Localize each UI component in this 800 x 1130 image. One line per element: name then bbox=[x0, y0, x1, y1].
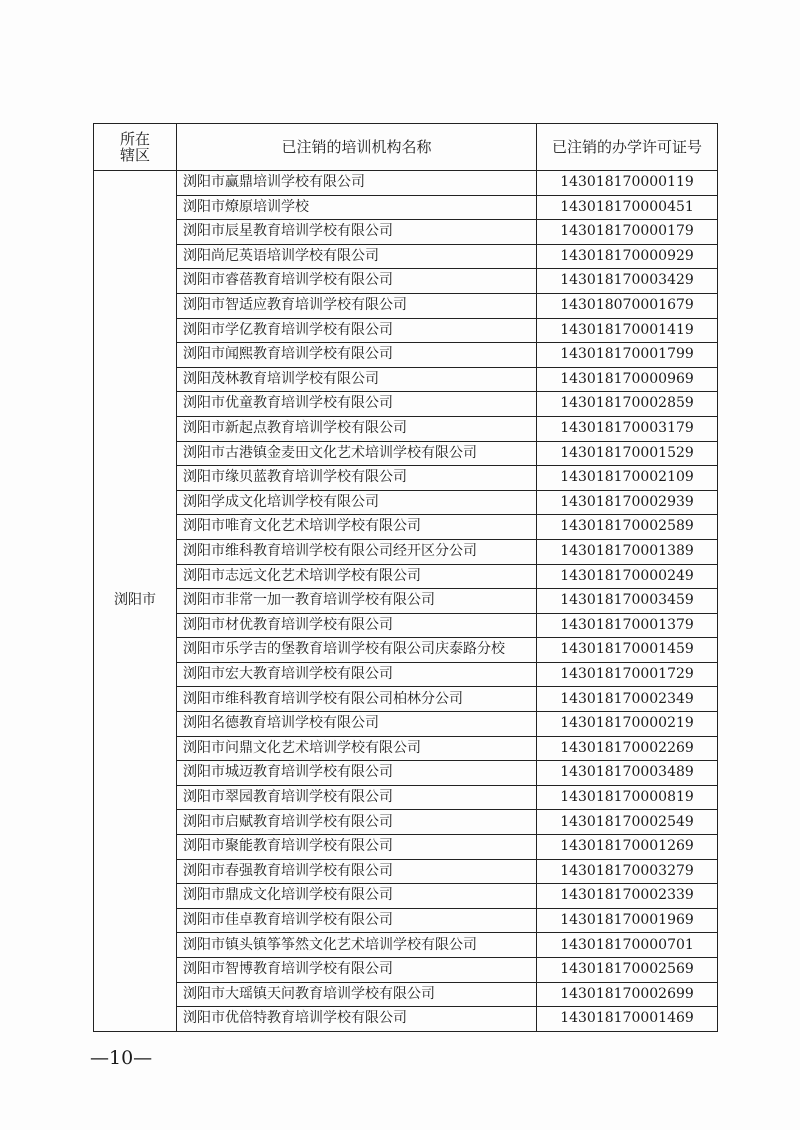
table-row bbox=[94, 933, 718, 958]
license-number-cell: 143018170001969 bbox=[537, 908, 718, 933]
deregistered-institutions-table bbox=[93, 123, 718, 1032]
license-number-cell: 143018170000119 bbox=[537, 171, 718, 196]
table-row bbox=[94, 884, 718, 909]
table-row bbox=[94, 564, 718, 589]
table-row bbox=[94, 466, 718, 491]
table-row bbox=[94, 908, 718, 933]
license-number-cell: 143018170001469 bbox=[537, 1007, 718, 1032]
license-number-cell: 143018170002569 bbox=[537, 958, 718, 983]
institution-name-cell: 浏阳市翠园教育培训学校有限公司 bbox=[177, 785, 537, 810]
license-number-cell: 143018170000179 bbox=[537, 220, 718, 245]
institution-name-cell: 浏阳市古港镇金麦田文化艺术培训学校有限公司 bbox=[177, 441, 537, 466]
institution-name-cell: 浏阳市智博教育培训学校有限公司 bbox=[177, 958, 537, 983]
table-row bbox=[94, 293, 718, 318]
table-row bbox=[94, 835, 718, 860]
table-row bbox=[94, 318, 718, 343]
license-number-cell: 143018170001269 bbox=[537, 835, 718, 860]
table-row bbox=[94, 662, 718, 687]
license-number-cell: 143018070001679 bbox=[537, 293, 718, 318]
page-number: —10— bbox=[90, 1047, 153, 1069]
institution-name-cell: 浏阳市辰星教育培训学校有限公司 bbox=[177, 220, 537, 245]
institution-name-cell: 浏阳市鼎成文化培训学校有限公司 bbox=[177, 884, 537, 909]
institution-name-cell: 浏阳学成文化培训学校有限公司 bbox=[177, 490, 537, 515]
table-row bbox=[94, 613, 718, 638]
table-row bbox=[94, 859, 718, 884]
license-number-cell: 143018170000969 bbox=[537, 367, 718, 392]
license-number-cell: 143018170001729 bbox=[537, 662, 718, 687]
license-number-cell: 143018170002109 bbox=[537, 466, 718, 491]
institution-name-cell: 浏阳市闻熙教育培训学校有限公司 bbox=[177, 343, 537, 368]
institution-name-cell: 浏阳市维科教育培训学校有限公司经开区分公司 bbox=[177, 539, 537, 564]
license-number-cell: 143018170002549 bbox=[537, 810, 718, 835]
institution-name-cell: 浏阳市新起点教育培训学校有限公司 bbox=[177, 416, 537, 441]
institution-name-cell: 浏阳市非常一加一教育培训学校有限公司 bbox=[177, 589, 537, 614]
institution-name-cell: 浏阳市缘贝蓝教育培训学校有限公司 bbox=[177, 466, 537, 491]
license-number-cell: 143018170003179 bbox=[537, 416, 718, 441]
institution-name-cell: 浏阳市学亿教育培训学校有限公司 bbox=[177, 318, 537, 343]
license-number-cell: 143018170001379 bbox=[537, 613, 718, 638]
table-row bbox=[94, 736, 718, 761]
license-number-cell: 143018170001799 bbox=[537, 343, 718, 368]
header-institution-name: 已注销的培训机构名称 bbox=[177, 124, 537, 171]
license-number-cell: 143018170000219 bbox=[537, 712, 718, 737]
table-body bbox=[94, 171, 718, 1032]
license-number-cell: 143018170003429 bbox=[537, 269, 718, 294]
license-number-cell: 143018170003459 bbox=[537, 589, 718, 614]
table-row bbox=[94, 761, 718, 786]
table-row bbox=[94, 982, 718, 1007]
table-row bbox=[94, 490, 718, 515]
table-row bbox=[94, 367, 718, 392]
header-district-line1: 所在 bbox=[119, 129, 150, 148]
license-number-cell: 143018170001389 bbox=[537, 539, 718, 564]
license-number-cell: 143018170002339 bbox=[537, 884, 718, 909]
table-row bbox=[94, 392, 718, 417]
institution-name-cell: 浏阳市镇头镇筝筝然文化艺术培训学校有限公司 bbox=[177, 933, 537, 958]
table-row bbox=[94, 687, 718, 712]
license-number-cell: 143018170002859 bbox=[537, 392, 718, 417]
header-license-number: 已注销的办学许可证号 bbox=[537, 124, 718, 171]
table-row bbox=[94, 441, 718, 466]
institution-name-cell: 浏阳市优倍特教育培训学校有限公司 bbox=[177, 1007, 537, 1032]
district-cell: 浏阳市 bbox=[94, 171, 177, 1032]
table-row bbox=[94, 171, 718, 196]
table-row bbox=[94, 638, 718, 663]
institution-name-cell: 浏阳市春强教育培训学校有限公司 bbox=[177, 859, 537, 884]
table-row bbox=[94, 958, 718, 983]
table-row bbox=[94, 220, 718, 245]
institution-name-cell: 浏阳尚尼英语培训学校有限公司 bbox=[177, 244, 537, 269]
license-number-cell: 143018170001459 bbox=[537, 638, 718, 663]
institution-name-cell: 浏阳市材优教育培训学校有限公司 bbox=[177, 613, 537, 638]
table-row bbox=[94, 810, 718, 835]
institution-name-cell: 浏阳市赢鼎培训学校有限公司 bbox=[177, 171, 537, 196]
license-number-cell: 143018170001419 bbox=[537, 318, 718, 343]
table-row bbox=[94, 712, 718, 737]
table-row bbox=[94, 1007, 718, 1032]
institution-name-cell: 浏阳市佳卓教育培训学校有限公司 bbox=[177, 908, 537, 933]
license-number-cell: 143018170000249 bbox=[537, 564, 718, 589]
institution-name-cell: 浏阳市智适应教育培训学校有限公司 bbox=[177, 293, 537, 318]
license-number-cell: 143018170003489 bbox=[537, 761, 718, 786]
license-number-cell: 143018170002699 bbox=[537, 982, 718, 1007]
table-row bbox=[94, 195, 718, 220]
institution-name-cell: 浏阳市宏大教育培训学校有限公司 bbox=[177, 662, 537, 687]
header-district-line2: 辖区 bbox=[119, 146, 150, 164]
institution-name-cell: 浏阳茂林教育培训学校有限公司 bbox=[177, 367, 537, 392]
institution-name-cell: 浏阳市志远文化艺术培训学校有限公司 bbox=[177, 564, 537, 589]
institution-name-cell: 浏阳市启赋教育培训学校有限公司 bbox=[177, 810, 537, 835]
header-district bbox=[94, 124, 177, 171]
license-number-cell: 143018170000701 bbox=[537, 933, 718, 958]
institution-name-cell: 浏阳市优童教育培训学校有限公司 bbox=[177, 392, 537, 417]
table-row bbox=[94, 539, 718, 564]
table-row bbox=[94, 244, 718, 269]
license-number-cell: 143018170002939 bbox=[537, 490, 718, 515]
license-number-cell: 143018170003279 bbox=[537, 859, 718, 884]
institution-name-cell: 浏阳市大瑶镇天问教育培训学校有限公司 bbox=[177, 982, 537, 1007]
institution-name-cell: 浏阳名德教育培训学校有限公司 bbox=[177, 712, 537, 737]
license-number-cell: 143018170002269 bbox=[537, 736, 718, 761]
table-row bbox=[94, 515, 718, 540]
table-row bbox=[94, 343, 718, 368]
license-number-cell: 143018170000451 bbox=[537, 195, 718, 220]
institution-name-cell: 浏阳市睿蓓教育培训学校有限公司 bbox=[177, 269, 537, 294]
table-row bbox=[94, 785, 718, 810]
institution-name-cell: 浏阳市乐学吉的堡教育培训学校有限公司庆泰路分校 bbox=[177, 638, 537, 663]
table-header-row bbox=[94, 124, 718, 171]
table-row bbox=[94, 269, 718, 294]
institution-name-cell: 浏阳市燎原培训学校 bbox=[177, 195, 537, 220]
institution-name-cell: 浏阳市城迈教育培训学校有限公司 bbox=[177, 761, 537, 786]
institution-name-cell: 浏阳市唯育文化艺术培训学校有限公司 bbox=[177, 515, 537, 540]
license-number-cell: 143018170001529 bbox=[537, 441, 718, 466]
license-number-cell: 143018170000819 bbox=[537, 785, 718, 810]
institution-name-cell: 浏阳市问鼎文化艺术培训学校有限公司 bbox=[177, 736, 537, 761]
institution-name-cell: 浏阳市聚能教育培训学校有限公司 bbox=[177, 835, 537, 860]
license-number-cell: 143018170002589 bbox=[537, 515, 718, 540]
institution-name-cell: 浏阳市维科教育培训学校有限公司柏林分公司 bbox=[177, 687, 537, 712]
table-row bbox=[94, 589, 718, 614]
table-row bbox=[94, 416, 718, 441]
license-number-cell: 143018170000929 bbox=[537, 244, 718, 269]
license-number-cell: 143018170002349 bbox=[537, 687, 718, 712]
